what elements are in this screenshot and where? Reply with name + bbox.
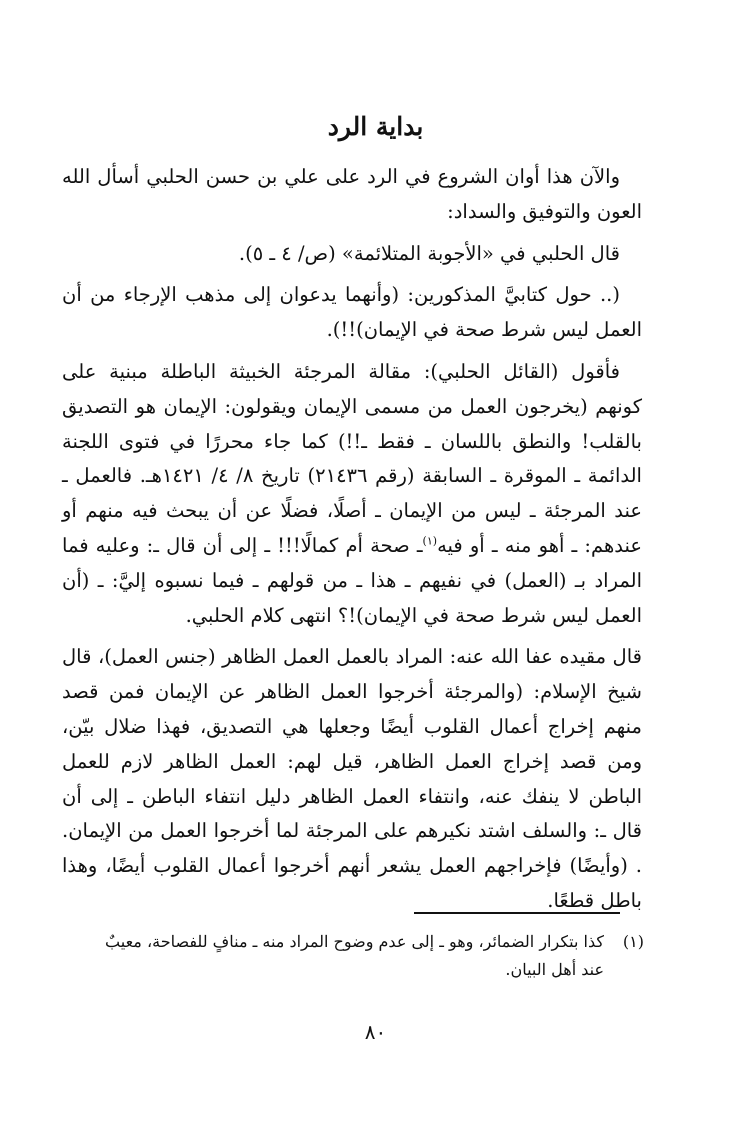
footnote-text-2: عند أهل البيان.	[505, 960, 604, 979]
paragraph-quote: (.. حول كتابيَّ المذكورين: (وأنهما يدعوان إلى مذهب الإرجاء من أن العمل ليس شرط صحة في الإيمان)!!).	[62, 283, 642, 342]
paragraph-intro: والآن هذا أوان الشروع في الرد على علي بن حسن الحلبي أسأل الله العون والتوفيق والسداد:	[62, 165, 642, 223]
section-title: بداية الرد	[327, 112, 424, 141]
footnote-text-1: كذا بتكرار الضمائر، وهو ـ إلى عدم وضوح المراد منه ـ منافٍ للفصاحة، معيبٌ	[105, 932, 604, 951]
footnote-divider	[414, 912, 620, 914]
page-number: ٨٠	[364, 1020, 387, 1044]
footnote	[50, 928, 644, 984]
paragraph-response: قال مقيده عفا الله عنه: المراد بالعمل العمل الظاهر (جنس العمل)، قال شيخ الإسلام: (والمرجئة أخرجوا العمل الظاهر عن الإيمان فمن قصد منهم إخراج أعمال القلوب أيضًا وجعلها هي التصديق، فهذا ضلال بيّن، ومن قصد إخراج العمل الظاهر، قيل لهم: العمل الظاهر لازم للعمل الباطن لا ينفك عنه، وانتفاء العمل الظاهر دليل انتفاء الباطن ـ إلى أن قال ـ: والسلف اشتد نكيرهم على المرجئة لما أخرجوا العمل من الإيمان. . (وأيضًا) فإخراجهم العمل يشعر أنهم أخرجوا أعمال القلوب أيضًا، وهذا باطل قطعًا.	[62, 645, 642, 912]
paragraph-halabi-claim-part1: فأقول (القائل الحلبي): مقالة المرجئة الخبيثة الباطلة مبنية على كونهم (يخرجون العمل من مسمى الإيمان ويقولون: الإيمان هو التصديق بالقلب! والنطق باللسان ـ فقط ـ!!) كما جاء محررًا في فتوى اللجنة الدائمة ـ الموقرة ـ السابقة (رقم ٢١٤٣٦) تاريخ ٨/ ٤/ ١٤٢١هـ. فالعمل ـ عند المرجئة ـ ليس من الإيمان ـ أصلًا، فضلًا عن أن يبحث فيه منهم أو عندهم: ـ أهو منه ـ أو فيه	[62, 359, 642, 557]
footnote-marker: (١)	[422, 534, 438, 548]
paragraph-halabi-claim	[62, 355, 642, 633]
footnote-line-1	[50, 928, 644, 956]
paragraph-citation: قال الحلبي في «الأجوبة المتلائمة» (ص/ ٤ ـ ٥).	[238, 241, 620, 265]
footnote-number: (١)	[622, 932, 644, 951]
main-text	[62, 160, 642, 926]
paragraph-halabi-claim-part2: ـ صحة أم كمالًا!!! ـ إلى أن قال ـ: وعليه فما المراد بـ (العمل) في نفيهم ـ هذا ـ من قولهم ـ فيما نسبوه إليَّ: ـ (أن العمل ليس شرط صحة في الإيمان)!؟ انتهى كلام الحلبي.	[62, 533, 642, 627]
